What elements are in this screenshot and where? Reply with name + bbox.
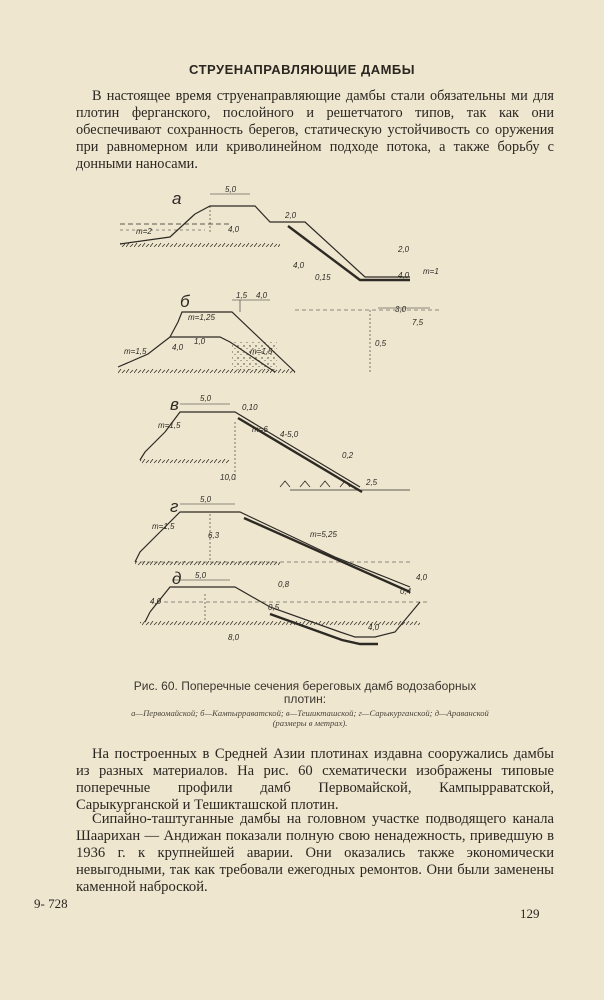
dim-b-0: 1,5 [236,291,248,300]
dim-a-9: 3,0 [395,305,407,314]
dim-g-5: 0,4 [400,587,412,596]
dim-a-1: 2,0 [285,211,297,220]
figure-legend: а—Первомайской; б—Кампырраватской; в—Тешикташской; г—Сарыкурганской; д—Араванской (размеры в метрах). [131,708,489,728]
paragraph-intro: В настоящее время струенаправляющие дамбы стали обязательны ми для плотин ферганского, послойного и решетчатого типов, так как они обеспечивают сохранность берегов, статическую устойчивость со оружения при равномерном или криволинейном подходе потока, а также борьбу с донными наносами. [76,88,554,172]
dim-a-8: m=1 [423,267,439,276]
section-v [140,394,410,492]
dim-a-3: m=2 [136,227,152,236]
figure-dam-cross-sections [110,182,460,662]
dim-d-0: 5,0 [195,571,207,580]
section-a-letter: а [172,189,182,208]
dim-b-4: 4,0 [172,343,184,352]
dim-a-4: 2,0 [398,245,410,254]
dim-g-1: m=1,5 [152,522,175,531]
dim-a-2: 4,0 [228,225,240,234]
dim-g-2: 6,3 [208,531,220,540]
dim-g-3: m=5,25 [310,530,337,539]
dim-a-7: 4,0 [398,271,410,280]
dim-b-2: m=1,25 [188,313,215,322]
dim-a-5: 4,0 [293,261,305,270]
dim-v-0: 5,0 [200,394,212,403]
dim-d-3: 0,5 [268,603,280,612]
dim-v-6: 10,0 [220,473,236,482]
section-d-letter: д [172,569,182,588]
signature-mark: 9- 728 [34,896,68,911]
paragraph-sipai: Сипайно-таштуганные дамбы на головном участке подводящего канала Шаарихан — Андижан показали полную свою ненадежность, приведшую в 1936 г. к крупнейшей аварии. Они оказались также экономически невыгодными, так как требовали ежегодных ремонтов. Они были заменены каменной наброской. [76,811,554,895]
dim-b-6: m=1,5 [250,347,273,356]
dim-b-3: m=1,5 [124,347,147,356]
figure-caption: Рис. 60. Поперечные сечения береговых дамб водозаборных плотин: [133,679,477,706]
dim-a-10: 7,5 [412,318,424,327]
dim-d-1: 0,8 [278,580,290,589]
dim-g-0: 5,0 [200,495,212,504]
cross-sections-drawing [110,182,460,662]
dim-v-3: m=6 [252,425,268,434]
section-v-letter: в [170,395,179,414]
dim-v-5: 0,2 [342,451,354,460]
page-number: 129 [520,906,540,921]
dim-g-4: 4,0 [416,573,428,582]
dim-d-4: 8,0 [228,633,240,642]
section-a [120,185,439,327]
dim-a-6: 0,15 [315,273,331,282]
section-b [118,291,440,372]
dim-d-5: 4,0 [368,623,380,632]
dim-v-2: m=1,5 [158,421,181,430]
dim-b-5: 1,0 [194,337,206,346]
section-b-letter: б [180,292,190,311]
dim-v-1: 0,10 [242,403,258,412]
paragraph-profiles: На построенных в Средней Азии плотинах издавна сооружались дамбы из разных материалов. На рис. 60 схематически изображены типовые поперечные профили дамб Первомайской, Кампырраватской, Сарыкурганской и Тешикташской плотин. [76,746,554,813]
dim-v-4: 4-5,0 [280,430,299,439]
page-title: СТРУЕНАПРАВЛЯЮЩИЕ ДАМБЫ [189,62,415,77]
dim-v-7: 2,5 [366,478,378,487]
section-g-letter: г [170,497,179,516]
dim-d-2: 4,0 [150,597,162,606]
dim-a-0: 5,0 [225,185,237,194]
dim-b-1: 4,0 [256,291,268,300]
dim-b-7: 0,5 [375,339,387,348]
